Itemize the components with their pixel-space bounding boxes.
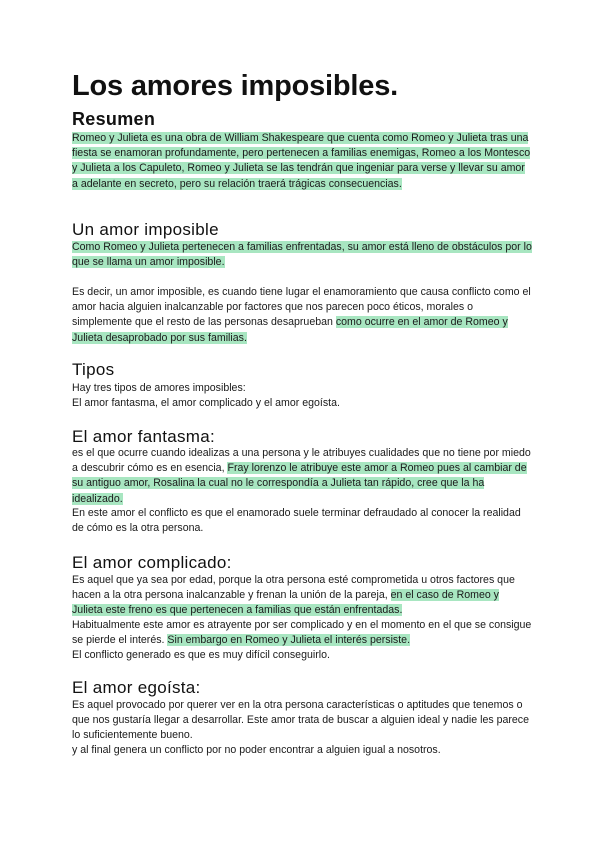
complicado-p1-text: Es aquel que ya sea por edad, porque la otra persona esté comprometida u otros factores que hacen a la otra persona inalcanzable y frenan la unión de la pareja, [72,574,515,602]
heading-resumen: Resumen [72,109,156,129]
fantasma-p1 [72,446,532,507]
fantasma-p1-text: es el que ocurre cuando idealizas a una persona y le atribuyes cualidades que no tiene por miedo a descubrir cómo es en esencia, [72,447,531,475]
complicado-p2-highlight: Sin embargo en Romeo y Julieta el interés persiste. [167,634,411,647]
complicado-p3: El conflicto generado es que es muy difícil conseguirlo. [72,649,330,661]
egoista-p2: y al final genera un conflicto por no poder encontrar a alguien igual a nosotros. [72,744,441,756]
complicado-p2 [72,618,532,648]
resumen-paragraph [72,131,532,192]
complicado-p1 [72,573,532,619]
heading-amor-complicado: El amor complicado: [72,553,232,572]
heading-amor-fantasma: El amor fantasma: [72,427,216,446]
fantasma-p1-highlight: Fray lorenzo le atribuye este amor a Romeo pues al cambiar de su antiguo amor, Rosalina la cual no le correspondía a Julieta tan rápido, cree que la ha idealizado. [72,462,527,505]
amor-imposible-p1 [72,240,532,270]
amor-imposible-p2-highlight: como ocurre en el amor de Romeo y Julieta desaprobado por sus familias. [72,316,508,344]
heading-tipos: Tipos [72,360,115,379]
tipos-line-2: El amor fantasma, el amor complicado y el amor egoísta. [72,397,340,409]
resumen-text: Romeo y Julieta es una obra de William Shakespeare que cuenta como Romeo y Julieta tras una fiesta se enamoran profundamente, pero pertenecen a familias enemigas, Romeo a los Montesco y Julieta a los Capuleto, Romeo y Julieta se las tendrán que ingeniar para verse y llevar su amor a adelante en secreto, pero su relación traerá trágicas consecuencias. [72,132,531,190]
amor-imposible-p2 [72,285,532,346]
complicado-p1-highlight: en el caso de Romeo y Julieta este freno es que pertenecen a familias que están enfrentadas. [72,589,499,617]
heading-amor-imposible: Un amor imposible [72,220,219,239]
tipos-line-1: Hay tres tipos de amores imposibles: [72,382,246,394]
fantasma-p2: En este amor el conflicto es que el enamorado suele terminar defraudado al conocer la realidad de cómo es la otra persona. [72,507,521,535]
amor-imposible-p1-text: Como Romeo y Julieta pertenecen a familias enfrentadas, su amor está lleno de obstáculos por lo que se llama un amor imposible. [72,241,532,269]
heading-amor-egoista: El amor egoísta: [72,678,201,697]
egoista-p1: Es aquel provocado por querer ver en la otra persona características o aptitudes que tenemos o que nos gustaría llegar a desarrollar. Este amor trata de buscar a alguien ideal y nadie les parece lo suficientemente bueno. [72,699,529,742]
amor-imposible-p2-text: Es decir, un amor imposible, es cuando tiene lugar el enamoramiento que causa conflicto como el amor hacia alguien inalcanzable por factores que nos parecen poco éticos, morales o simplemente que el resto de las personas desaprueban [72,286,531,329]
complicado-p2-text: Habitualmente este amor es atrayente por ser complicado y en el momento en el que se consigue se pierde el interés. [72,619,532,647]
page-title: Los amores imposibles. [72,70,398,102]
